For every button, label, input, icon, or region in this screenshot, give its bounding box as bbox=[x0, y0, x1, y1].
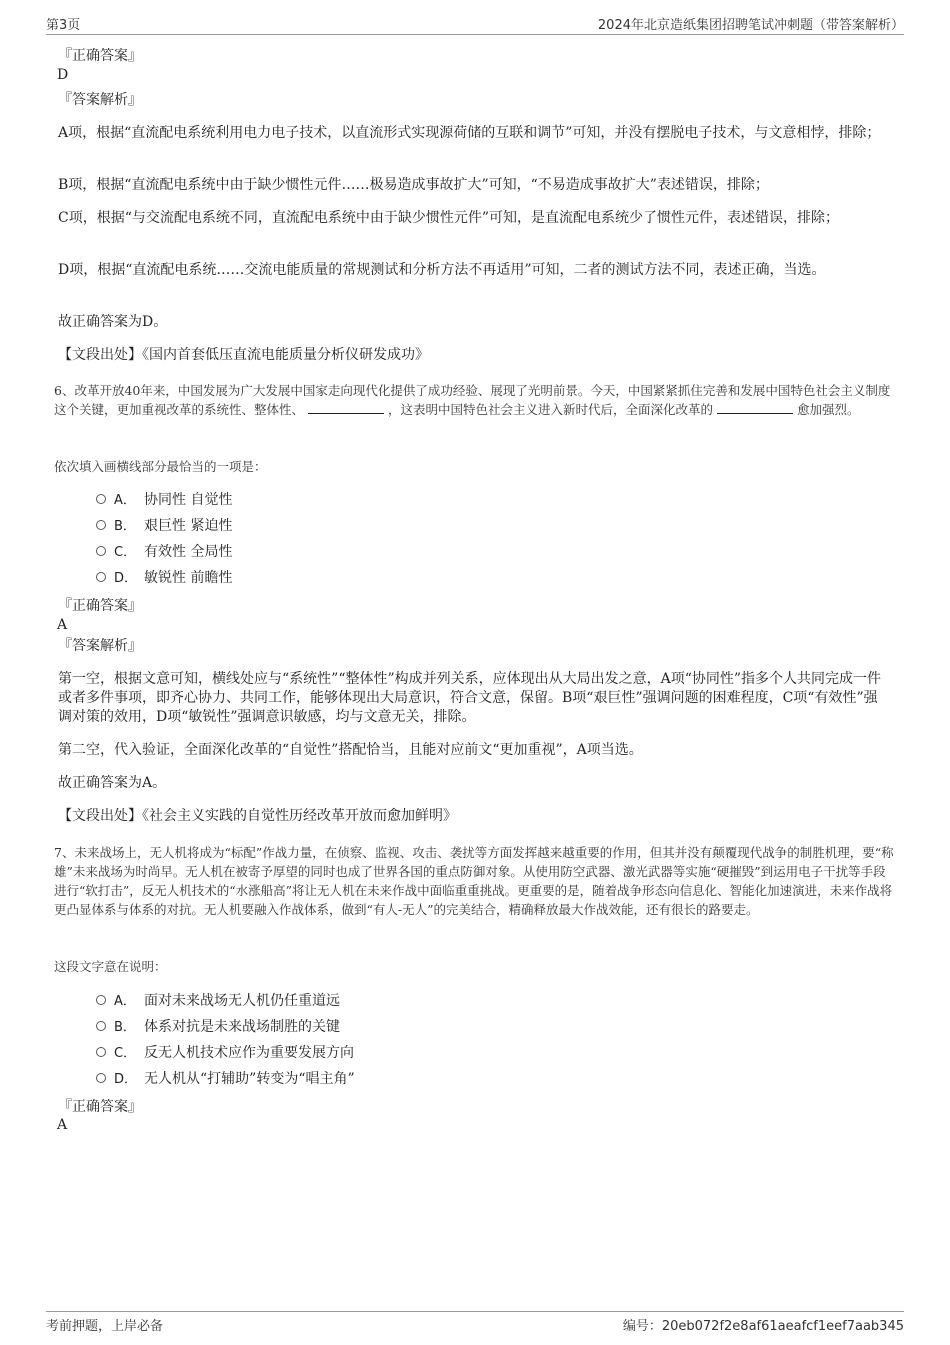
q6-stem bbox=[54, 381, 896, 419]
q6-analysis-p2: 第二空，代入验证，全面深化改革的“自觉性”搭配恰当，且能对应前文“更加重视”，A项当选。 bbox=[58, 742, 643, 758]
radio-icon[interactable] bbox=[96, 1021, 106, 1031]
radio-icon[interactable] bbox=[96, 572, 106, 582]
q6-stem-part-2: ，这表明中国特色社会主义进入新时代后，全面深化改革的 bbox=[388, 402, 714, 417]
q6-analysis-label: 『答案解析』 bbox=[58, 638, 142, 654]
option-letter: C． bbox=[114, 545, 137, 560]
answer-blank-1 bbox=[308, 401, 384, 414]
q6-source: 【文段出处】《社会主义实践的自觉性历经改革开放而愈加鲜明》 bbox=[58, 808, 457, 824]
option-text: 协同性 自觉性 bbox=[144, 492, 233, 508]
option-text: 无人机从“打辅助”转变为“唱主角” bbox=[144, 1071, 355, 1087]
q5-conclusion: 故正确答案为D。 bbox=[58, 314, 168, 330]
q6-answer: A bbox=[57, 617, 68, 633]
radio-icon[interactable] bbox=[96, 546, 106, 556]
answer-blank-2 bbox=[717, 401, 793, 414]
q7-option-b[interactable] bbox=[96, 1017, 340, 1038]
option-letter: B． bbox=[114, 519, 136, 534]
q6-analysis-p1: 第一空，根据文意可知，横线处应与“系统性”“整体性”构成并列关系，应体现出从大局出发之意，A项“协同性”指多个人共同完成一件或者多件事项，即齐心协力、共同工作，能够体现出大局意识，符合文意，保留。B项“艰巨性”强调问题的困难程度，C项“有效性”强调对策的效用，D项“敏锐性”强调意识敏感，均与文意无关，排除。 bbox=[58, 671, 882, 725]
q6-stem-part-3: 愈加强烈。 bbox=[797, 402, 860, 417]
q7-option-c[interactable] bbox=[96, 1043, 354, 1064]
q7-prompt: 这段文字意在说明： bbox=[54, 959, 167, 974]
q5-answer: D bbox=[57, 67, 69, 83]
radio-icon[interactable] bbox=[96, 1073, 106, 1083]
option-text: 敏锐性 前瞻性 bbox=[144, 570, 233, 586]
q6-option-c[interactable] bbox=[96, 542, 232, 563]
q7-option-a[interactable] bbox=[96, 991, 340, 1012]
radio-icon[interactable] bbox=[96, 494, 106, 504]
radio-icon[interactable] bbox=[96, 520, 106, 530]
option-text: 面对未来战场无人机仍任重道远 bbox=[144, 993, 340, 1009]
option-text: 体系对抗是未来战场制胜的关键 bbox=[144, 1019, 340, 1035]
q7-stem: 7、未来战场上，无人机将成为“标配”作战力量，在侦察、监视、攻击、袭扰等方面发挥越来越重要的作用，但其并没有颠覆现代战争的制胜机理，要“称雄”未来战场为时尚早。无人机在被寄予厚望的同时也成了世界各国的重点防御对象。从使用防空武器、激光武器等实施“硬摧毁”到运用电子干扰等手段进行“软打击”，反无人机技术的“水涨船高”将让无人机在未来作战中面临重重挑战。更重要的是，随着战争形态向信息化、智能化加速演进，未来作战将更凸显体系与体系的对抗。无人机要融入作战体系，做到“有人-无人”的完美结合，精确释放最大作战效能，还有很长的路要走。 bbox=[54, 845, 894, 917]
option-letter: C． bbox=[114, 1046, 137, 1061]
q5-analysis-label: 『答案解析』 bbox=[58, 92, 142, 108]
q5-analysis-a: A项，根据“直流配电系统利用电力电子技术，以直流形式实现源荷储的互联和调节”可知，并没有摆脱电子技术，与文意相悖，排除； bbox=[58, 125, 881, 141]
q6-conclusion: 故正确答案为A。 bbox=[58, 775, 167, 791]
q7-answer-label: 『正确答案』 bbox=[58, 1099, 142, 1115]
option-letter: A． bbox=[114, 994, 136, 1009]
page-header bbox=[46, 12, 904, 35]
page-number: 第3页 bbox=[46, 18, 81, 33]
radio-icon[interactable] bbox=[96, 1047, 106, 1057]
q5-analysis-b: B项，根据“直流配电系统中由于缺少惯性元件……极易造成事故扩大”可知，“不易造成事故扩大”表述错误，排除； bbox=[58, 177, 769, 193]
option-letter: A． bbox=[114, 493, 136, 508]
q6-prompt: 依次填入画横线部分最恰当的一项是： bbox=[54, 459, 267, 474]
option-text: 有效性 全局性 bbox=[144, 544, 233, 560]
q6-answer-label: 『正确答案』 bbox=[58, 598, 142, 614]
option-text: 反无人机技术应作为重要发展方向 bbox=[144, 1045, 354, 1061]
q6-stem-part-1: 6、改革开放40年来，中国发展为广大发展中国家走向现代化提供了成功经验、展现了光明前景。今天，中国紧紧抓住完善和发展中国特色社会主义制度这个关键，更加重视改革的系统性、整体性、 bbox=[54, 383, 891, 417]
q6-option-b[interactable] bbox=[96, 516, 232, 537]
q7-option-d[interactable] bbox=[96, 1069, 355, 1090]
q5-answer-label: 『正确答案』 bbox=[58, 48, 142, 64]
q5-source: 【文段出处】《国内首套低压直流电能质量分析仪研发成功》 bbox=[58, 347, 429, 363]
q6-option-d[interactable] bbox=[96, 568, 232, 589]
q6-option-a[interactable] bbox=[96, 490, 232, 511]
radio-icon[interactable] bbox=[96, 995, 106, 1005]
option-text: 艰巨性 紧迫性 bbox=[144, 518, 233, 534]
option-letter: D． bbox=[114, 571, 138, 586]
q7-answer: A bbox=[57, 1117, 68, 1133]
footer-slogan: 考前押题，上岸必备 bbox=[46, 1319, 164, 1334]
option-letter: D． bbox=[114, 1072, 138, 1087]
q5-analysis-d: D项，根据“直流配电系统……交流电能质量的常规测试和分析方法不再适用”可知，二者的测试方法不同，表述正确，当选。 bbox=[58, 262, 826, 278]
page-footer bbox=[46, 1311, 904, 1336]
option-letter: B． bbox=[114, 1020, 136, 1035]
q5-analysis-c: C项，根据“与交流配电系统不同，直流配电系统中由于缺少惯性元件”可知，是直流配电系统少了惯性元件，表述错误，排除； bbox=[58, 210, 840, 226]
document-title: 2024年北京造纸集团招聘笔试冲刺题（带答案解析） bbox=[597, 18, 904, 33]
document-code: 编号：20eb072f2e8af61aeafcf1eef7aab345 bbox=[622, 1319, 904, 1334]
